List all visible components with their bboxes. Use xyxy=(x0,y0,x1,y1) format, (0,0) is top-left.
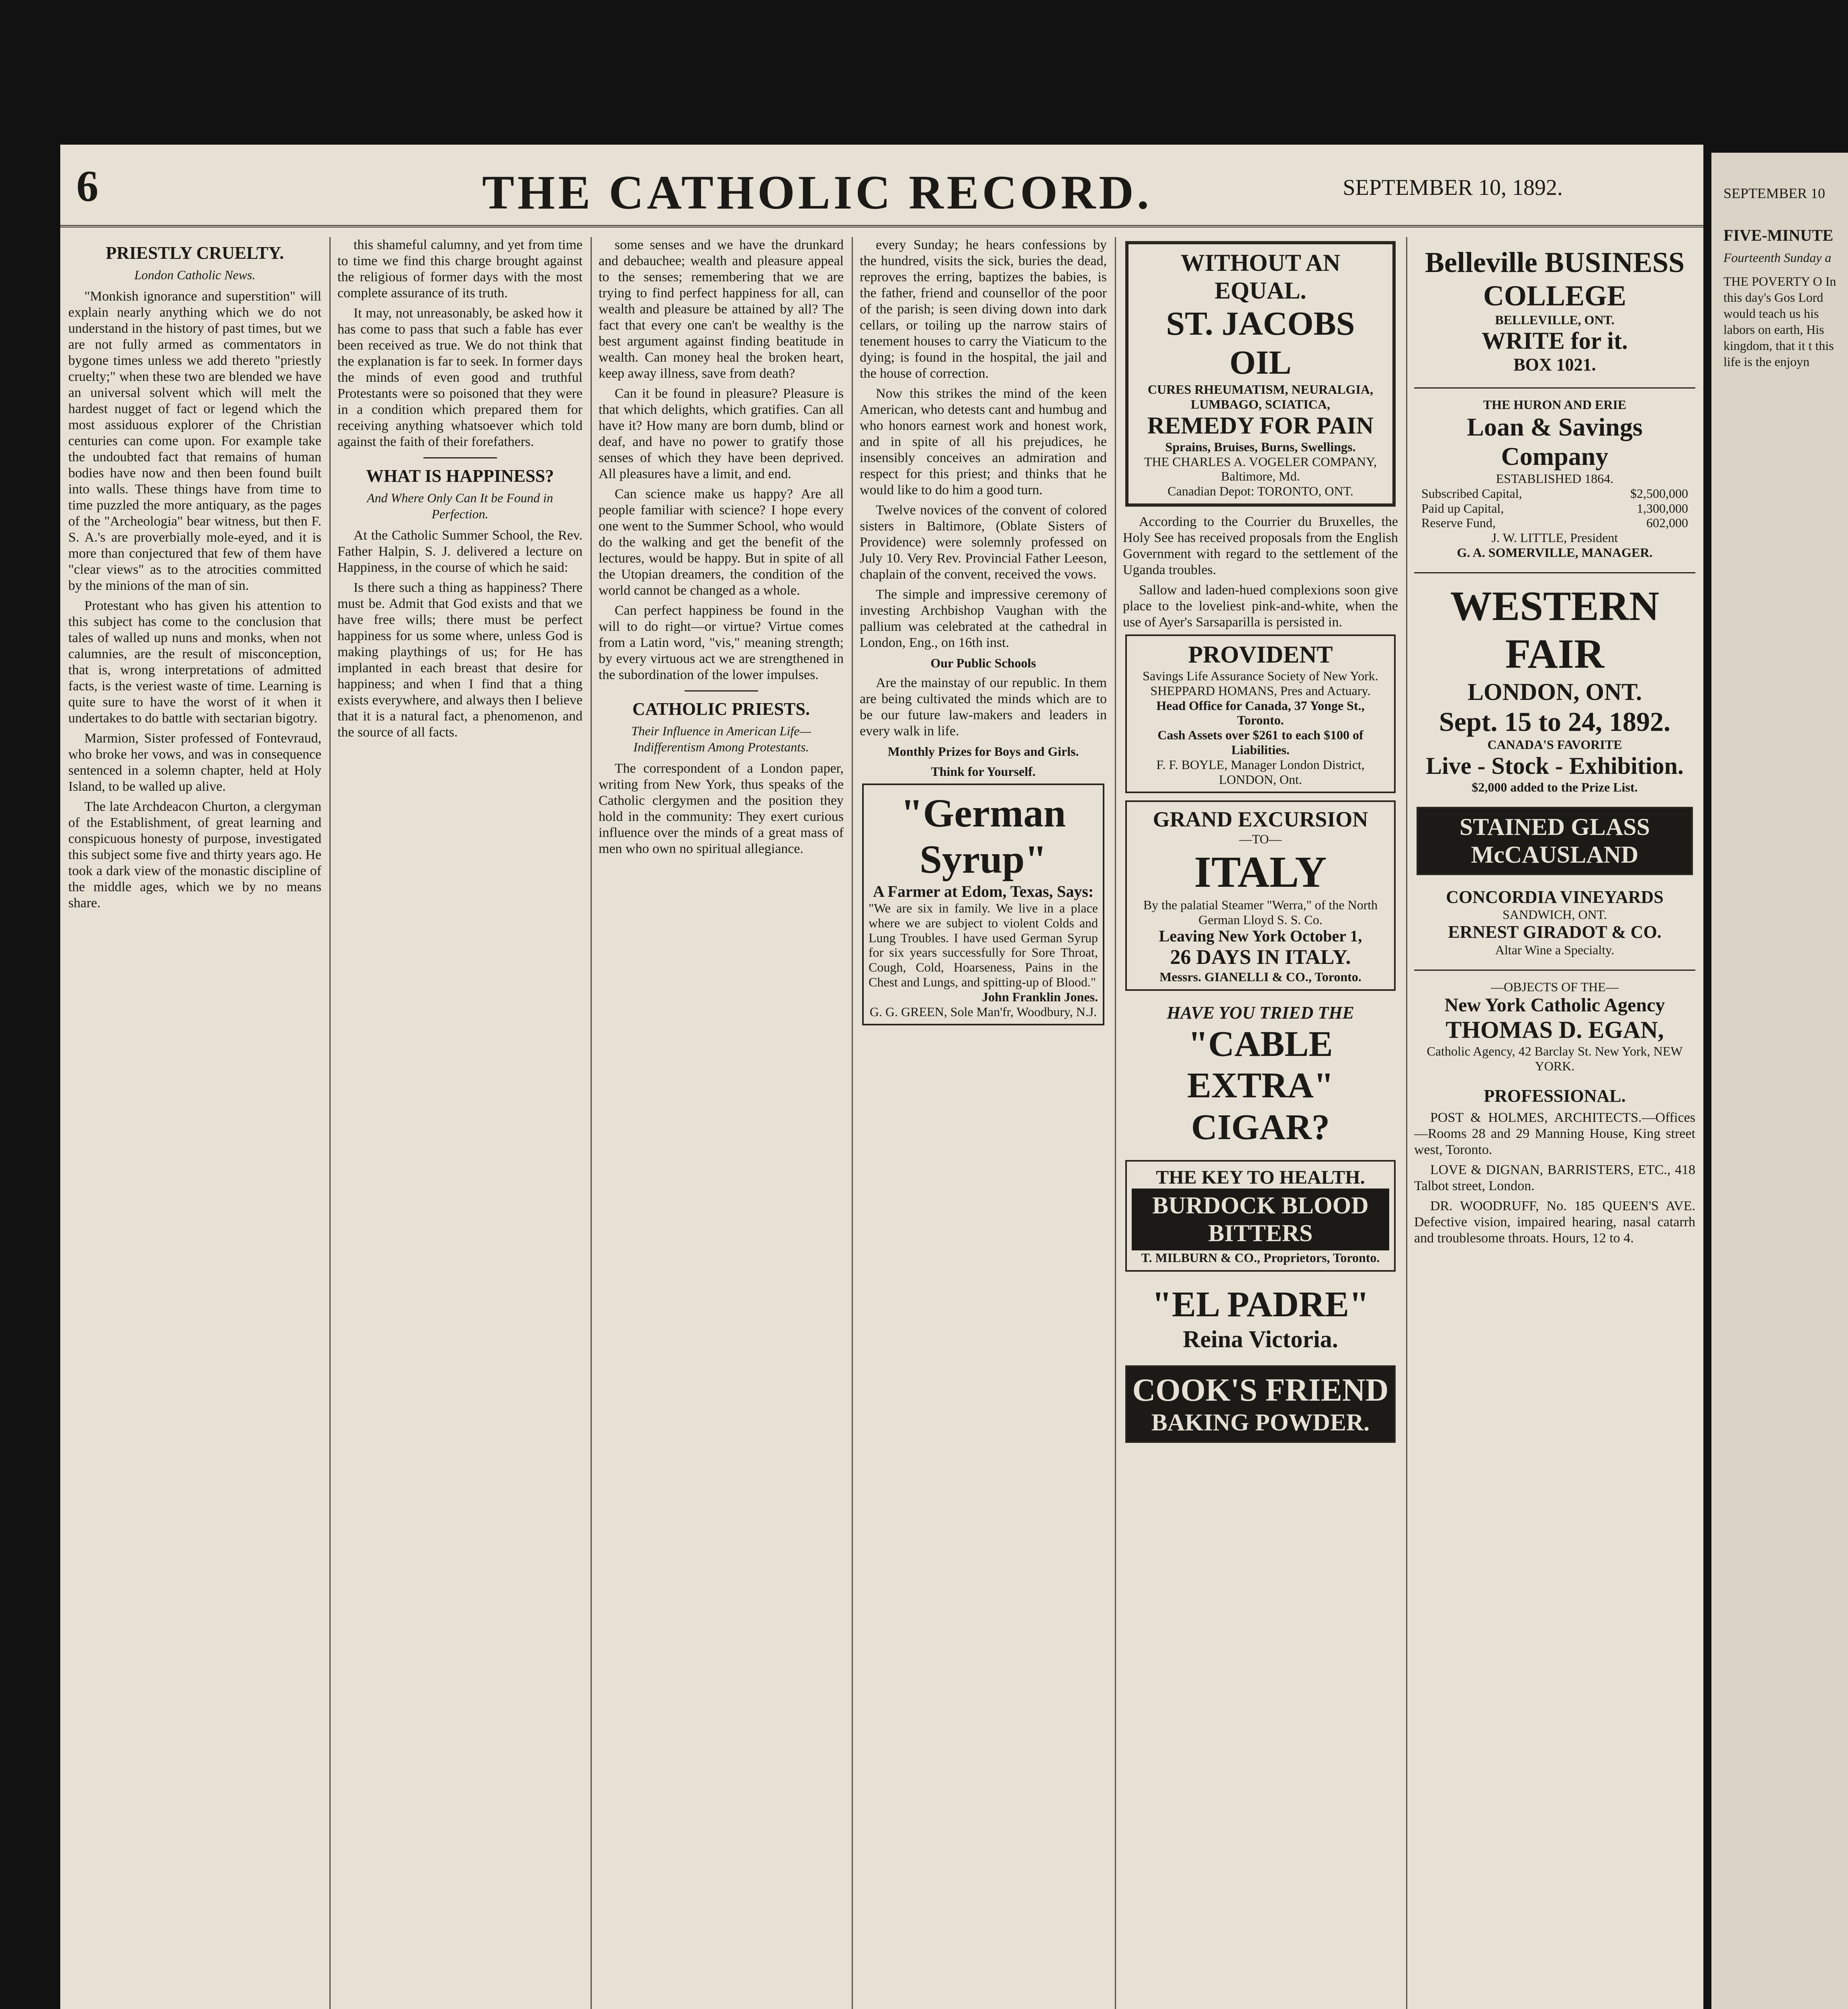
stained-glass-ad xyxy=(1417,807,1693,875)
article-paragraph: The simple and impressive ceremony of investing Archbishop Vaughan with the pallium was celebrated at the cathedral in London, Eng., on 16th inst. xyxy=(860,587,1107,650)
column-rule xyxy=(1115,237,1116,2009)
newspaper-title: THE CATHOLIC RECORD. xyxy=(482,166,1152,219)
divider xyxy=(1414,572,1695,573)
ad-title: "CABLE EXTRA" xyxy=(1187,1024,1334,1106)
article-paragraph: Now this strikes the mind of the keen American, who detests cant and humbug and who honors earnest work and honest work, and in spite of all his prejudices, he insensibly conceives an admiration and respect for this priest; and thinks that he would like to do him a good turn. xyxy=(860,386,1107,497)
catholic-agency-ad xyxy=(1417,975,1693,1079)
divider xyxy=(423,457,497,458)
ad-sub: Reina Victoria. xyxy=(1183,1326,1338,1352)
adjacent-headline: FIVE-MINUTE xyxy=(1723,226,1834,244)
ad-leave: Leaving New York October 1, xyxy=(1159,927,1362,945)
ad-address: Catholic Agency, 42 Barclay St. New York, NEW YORK. xyxy=(1427,1044,1683,1074)
ad-to: —TO— xyxy=(1239,832,1282,847)
column-3 xyxy=(599,237,844,2009)
article-paragraph: "Monkish ignorance and superstition" will explain nearly anything which we do not understand in the history of past times, but we are not fully armed as commentators in bygone times unless we add thereto "priestly cruelty;" when these two are blended we have an universal solvent which will melt the hardest nugget of fact or legend which the most assiduous explorer of the Christian centuries can come upon. For example take the undoubted fact that remains of human bodies have now and then been found built into walls. These things have from time to time puzzled the more antiquary, as the pages of the "Archeologia" bear witness, but then F. S. A.'s are proverbially mole-eyed, and it is more than conjectured that few of them have "clear views" as to the atrocities committed by the minions of the man of sin. xyxy=(68,289,321,593)
column-1 xyxy=(68,237,321,2009)
belleville-college-ad xyxy=(1417,241,1693,380)
st-jacobs-oil-ad xyxy=(1125,241,1396,507)
ad-remedy: REMEDY FOR PAIN xyxy=(1147,412,1374,439)
ad-title: GRAND EXCURSION xyxy=(1153,807,1368,832)
ad-sprains: Sprains, Bruises, Burns, Swellings. xyxy=(1165,439,1356,454)
article-paragraph: It may, not unreasonably, be asked how it has come to pass that such a fable has ever been received as true. We do not think that the explanation is far to seek. In former days the minds of even good and truthful Protestants were so poisoned that they were in a condition which prepared them for receiving anything whatsoever which told against the faith of their forefathers. xyxy=(337,306,583,449)
ad-question: HAVE YOU TRIED THE xyxy=(1167,1002,1354,1023)
article-paragraph: According to the Courrier du Bruxelles, the Holy See has received proposals from the English Government with regard to the settlement of the Uganda troubles. xyxy=(1123,514,1398,577)
ad-sub: Altar Wine a Specialty. xyxy=(1495,942,1615,957)
professional-card: DR. WOODRUFF, No. 185 QUEEN'S AVE. Defective vision, impaired hearing, nasal catarrh and troublesome throats. Hours, 12 to 4. xyxy=(1414,1199,1695,1246)
article-paragraph: Can science make us happy? Are all people familiar with science? I hope every one went to the Summer School, who would do the walking and get the benefit of the lectures, would be happy. But in spite of all the Utopian dreamers, the condition of the world cannot be changed as a whole. xyxy=(599,487,844,598)
concordia-ad xyxy=(1417,882,1693,962)
adjacent-page xyxy=(1711,153,1848,2009)
ad-title: Belleville BUSINESS COLLEGE xyxy=(1425,246,1685,312)
section-subhead: Our Public Schools xyxy=(930,656,1036,670)
ad-title: "EL PADRE" xyxy=(1152,1285,1369,1324)
ad-prize: $2,000 added to the Prize List. xyxy=(1472,779,1638,794)
ad-title: "German Syrup" xyxy=(901,791,1066,882)
ad-sub: Savings Life Assurance Society of New York. xyxy=(1143,668,1378,683)
article-paragraph: Can perfect happiness be found in the will to do right—or virtue? Virtue comes from a Latin word, "vis," meaning strength; by every virtuous act we are strengthened in the subordination of the lower impulses. xyxy=(599,603,844,682)
german-syrup-ad xyxy=(862,784,1104,1025)
ad-agent: F. F. BOYLE, Manager London District, LONDON, Ont. xyxy=(1156,757,1365,787)
ad-location: SANDWICH, ONT. xyxy=(1503,907,1607,922)
newspaper-page xyxy=(60,145,1703,2009)
article-paragraph: Marmion, Sister professed of Fontevraud, who broke her vows, and was in consequence sentenced in a solemn chapter, held at Holy Island, to be walled up alive. xyxy=(68,731,321,794)
ad-top: WITHOUT AN EQUAL. xyxy=(1180,250,1341,304)
ad-cigar: CIGAR? xyxy=(1191,1107,1330,1147)
ad-title: COOK'S FRIEND xyxy=(1132,1372,1389,1408)
article-paragraph: this shameful calumny, and yet from time to time we find this charge brought against the religious of former days with the most complete assurance of its truth. xyxy=(337,237,583,301)
ad-maker: T. MILBURN & CO., Proprietors, Toronto. xyxy=(1141,1250,1380,1265)
ad-title: THE KEY TO HEALTH. xyxy=(1156,1167,1365,1189)
el-padre-ad xyxy=(1125,1279,1396,1358)
adjacent-subhead: Fourteenth Sunday a xyxy=(1723,250,1832,265)
ad-title: STAINED GLASS xyxy=(1459,813,1650,840)
ad-ship: By the palatial Steamer "Werra," of the North German Lloyd S. S. Co. xyxy=(1143,897,1378,927)
ad-destination: ITALY xyxy=(1194,847,1327,897)
article-paragraph: The late Archdeacon Churton, a clergyman of the Establishment, of great learning and conspicuous honesty of purpose, investigated this subject some five and thirty years ago. He took a dark view of the monastic discipline of the middle ages, which we by no means share. xyxy=(68,799,321,910)
ad-location: BELLEVILLE, ONT. xyxy=(1495,312,1615,327)
column-rule xyxy=(1406,237,1407,2009)
article-headline: PRIESTLY CRUELTY. xyxy=(106,243,284,263)
column-5 xyxy=(1123,237,1398,2009)
ad-text: "We are six in family. We live in a place where we are subject to violent Colds and Lung Troubles. I have used German Syrup for six years successfully for Sore Throat, Cough, Cold, Hoarseness, Pains in the Chest and Lungs, and spitting-up of Blood." xyxy=(869,901,1098,989)
section-subhead: Monthly Prizes for Boys and Girls. xyxy=(887,744,1079,759)
ad-depot: Canadian Depot: TORONTO, ONT. xyxy=(1167,484,1353,499)
ad-pre: THE HURON AND ERIE xyxy=(1483,397,1627,412)
burdock-ad xyxy=(1125,1160,1396,1272)
page-number: 6 xyxy=(76,162,98,211)
ad-write: WRITE for it. xyxy=(1482,327,1628,354)
ad-president: J. W. LITTLE, President xyxy=(1491,530,1618,545)
ad-brand: BURDOCK BLOOD BITTERS xyxy=(1132,1189,1389,1250)
professional-card: LOVE & DIGNAN, BARRISTERS, ETC., 418 Talbot street, London. xyxy=(1414,1162,1695,1194)
ad-testimonial-name: John Franklin Jones. xyxy=(982,989,1098,1004)
article-paragraph: Are the mainstay of our republic. In them are being cultivated the minds which are to be our future law-makers and leaders in every walk in life. xyxy=(860,675,1107,739)
ad-title: CONCORDIA VINEYARDS xyxy=(1446,887,1664,907)
ad-officer: SHEPPARD HOMANS, Pres and Actuary. xyxy=(1150,683,1371,698)
ad-title: New York Catholic Agency xyxy=(1444,994,1665,1016)
article-paragraph: Twelve novices of the convent of colored sisters in Baltimore, (Oblate Sisters of Providence) were solemnly professed on July 10. Very Rev. Provincial Father Leeson, chaplain of the convent, received the vows. xyxy=(860,503,1107,582)
provident-ad xyxy=(1125,634,1396,793)
article-paragraph: The correspondent of a London paper, writing from New York, thus speaks of the Catholic clergymen and the position they hold in the community: They exert curious influence over the minds of a great mass of men who own no spiritual allegiance. xyxy=(599,761,844,856)
ad-location: LONDON, ONT. xyxy=(1468,678,1642,705)
western-fair-ad xyxy=(1417,577,1693,800)
masthead xyxy=(60,145,1703,227)
ad-maker: THE CHARLES A. VOGELER COMPANY, Baltimore, Md. xyxy=(1144,454,1377,484)
running-head: SEPTEMBER 10 xyxy=(1723,185,1826,201)
ad-dates: Sept. 15 to 24, 1892. xyxy=(1439,706,1671,737)
ad-sub: BAKING POWDER. xyxy=(1151,1409,1370,1436)
ad-cash: Cash Assets over $261 to each $100 of Liabilities. xyxy=(1157,728,1364,757)
column-6 xyxy=(1414,237,1695,2009)
ad-title: ST. JACOBS OIL xyxy=(1166,305,1355,381)
column-2 xyxy=(337,237,583,2009)
professional-heading: PROFESSIONAL. xyxy=(1484,1086,1626,1106)
ad-name: ERNEST GIRADOT & CO. xyxy=(1448,922,1662,942)
cooks-friend-ad xyxy=(1125,1365,1396,1443)
ad-office: Head Office for Canada, 37 Yonge St., Toronto. xyxy=(1156,698,1365,728)
ad-cures: CURES RHEUMATISM, NEURALGIA, LUMBAGO, SCIATICA, xyxy=(1147,382,1374,411)
article-headline: WHAT IS HAPPINESS? xyxy=(366,466,554,486)
article-source: London Catholic News. xyxy=(134,268,256,282)
article-paragraph: Is there such a thing as happiness? There must be. Admit that God exists and that we have free wills; there must be perfect happiness for us some where, unless God is making playthings of us; for He has implanted in each breast that desire for happiness; and when I find that a thing exists everywhere, and always then I believe that it is a natural fact, a phenomenon, and the source of all facts. xyxy=(337,580,583,740)
capital-row: Reserve Fund, 602,000 xyxy=(1421,516,1688,530)
italy-excursion-ad xyxy=(1125,800,1396,991)
ad-title: PROVIDENT xyxy=(1188,641,1333,668)
divider xyxy=(685,690,758,691)
article-paragraph: every Sunday; he hears confessions by the hundred, visits the sick, buries the dead, reproves the erring, baptizes the babies, is the father, friend and counsellor of the poor of the parish; is seen diving down into dark cellars, or toiling up the narrow stairs of tenement houses to carry the Viaticum to the dying; is found in the hospital, the jail and the house of correction. xyxy=(860,237,1107,381)
ad-title: WESTERN FAIR xyxy=(1450,583,1660,677)
article-paragraph: Sallow and laden-hued complexions soon give place to the loveliest pink-and-white, when the use of Ayer's Sarsaparilla is persisted in. xyxy=(1123,582,1398,630)
article-subheadline: Their Influence in American Life—Indifferentism Among Protestants. xyxy=(631,724,811,754)
ad-fav: CANADA'S FAVORITE xyxy=(1487,737,1622,752)
article-subheadline: And Where Only Can It be Found in Perfection. xyxy=(367,491,553,521)
ad-manager: G. A. SOMERVILLE, MANAGER. xyxy=(1457,545,1653,560)
adjacent-text: THE POVERTY O In this day's Gos Lord would teach us his labors on earth, His kingdom, that it t this life is the enjoyn xyxy=(1723,274,1836,369)
divider xyxy=(1414,970,1695,971)
ad-title: Loan & Savings Company xyxy=(1467,412,1643,471)
divider xyxy=(1414,387,1695,389)
ad-sig: A Farmer at Edom, Texas, Says: xyxy=(873,882,1094,900)
ad-maker: G. G. GREEN, Sole Man'fr, Woodbury, N.J. xyxy=(869,1004,1097,1019)
column-rule xyxy=(329,237,331,2009)
ad-days: 26 DAYS IN ITALY. xyxy=(1170,946,1351,969)
ad-name: THOMAS D. EGAN, xyxy=(1445,1017,1664,1043)
capital-row: Paid up Capital, 1,300,000 xyxy=(1421,501,1688,516)
article-paragraph: Protestant who has given his attention to this subject has come to the conclusion that tales of walled up nuns and monks, when not calumnies, are the result of misconception, that is, wrong interpretations of admitted facts, is the veriest waste of time. Learning is quite sure to have the worst of it when it undertakes to do battle with sectarian bigotry. xyxy=(68,598,321,726)
issue-date: SEPTEMBER 10, 1892. xyxy=(1343,175,1563,200)
capital-row: Subscribed Capital, $2,500,000 xyxy=(1421,486,1688,501)
cable-extra-ad xyxy=(1125,998,1396,1153)
article-headline: CATHOLIC PRIESTS. xyxy=(632,699,810,719)
ad-agent: Messrs. GIANELLI & CO., Toronto. xyxy=(1159,970,1361,984)
professional-card: POST & HOLMES, ARCHITECTS.—Offices—Rooms 28 and 29 Manning House, King street west, Toronto. xyxy=(1414,1110,1695,1158)
column-rule xyxy=(591,237,592,2009)
ad-name: McCAUSLAND xyxy=(1471,841,1639,868)
ad-box: BOX 1021. xyxy=(1513,355,1596,375)
huron-erie-ad xyxy=(1417,393,1693,565)
column-4 xyxy=(860,237,1107,2009)
column-rule xyxy=(852,237,853,2009)
ad-exhibition: Live - Stock - Exhibition. xyxy=(1426,752,1684,779)
article-paragraph: Can it be found in pleasure? Pleasure is that which delights, which gratifies. Can all have it? How many are born dumb, blind or deaf, and have no power to gratify those senses of which they have been deprived. All pleasures have a limit, and end. xyxy=(599,386,844,481)
ad-objects: —OBJECTS OF THE— xyxy=(1491,979,1619,994)
section-subhead: Think for Yourself. xyxy=(931,764,1036,779)
article-paragraph: some senses and we have the drunkard and debauchee; wealth and pleasure appeal to the senses; remembering that we are trying to find perfect happiness for all, can wealth and pleasure be attained by all? The fact that every one can't be wealthy is the best argument against finding beatitude in wealth. Can money heal the broken heart, keep away illness, save from death? xyxy=(599,237,844,381)
ad-established: ESTABLISHED 1864. xyxy=(1496,471,1614,486)
article-paragraph: At the Catholic Summer School, the Rev. Father Halpin, S. J. delivered a lecture on Happiness, in the course of which he said: xyxy=(337,528,583,575)
